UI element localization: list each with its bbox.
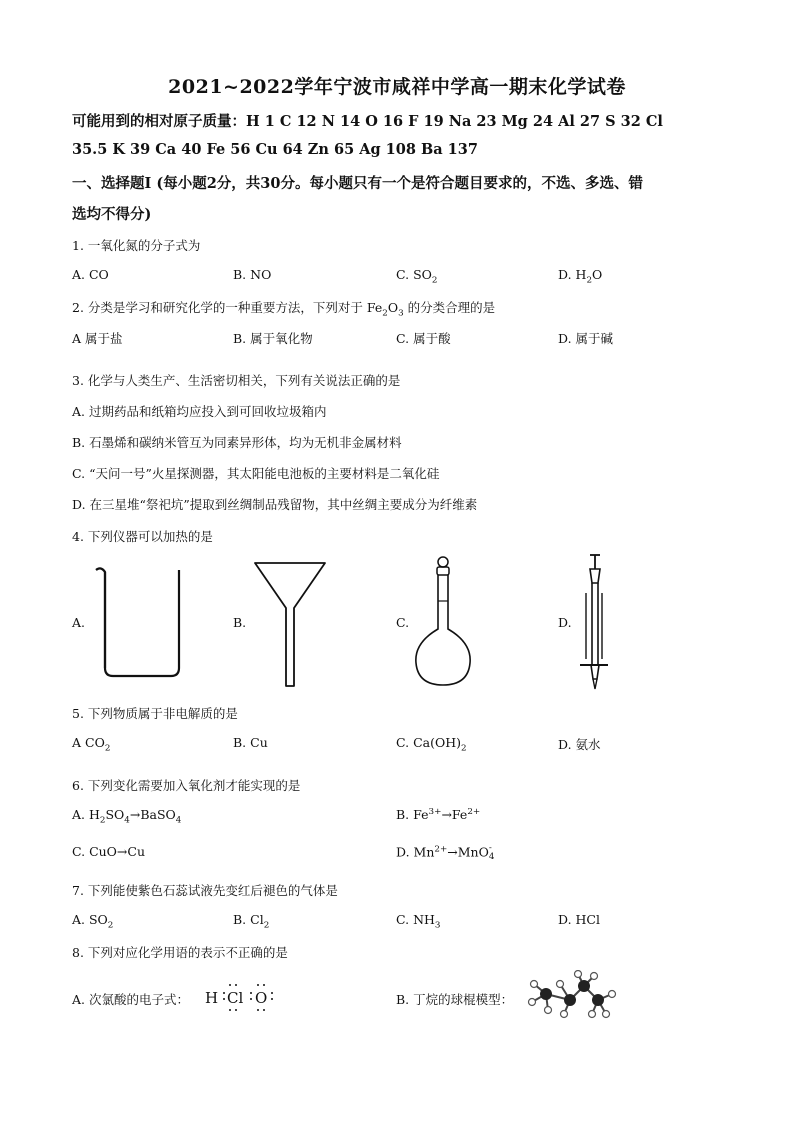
q5-option-c: C. $Ca(OH)_2$ — [396, 735, 467, 754]
q6-option-d: D. $Mn^{2+}\to MnO$ - 4 — [396, 843, 495, 862]
hclo-electron-formula — [203, 982, 277, 1014]
formula-h-symbol: H — [205, 989, 219, 1007]
formula-o-symbol: O — [255, 989, 268, 1007]
q8-option-b: B. 丁烷的球棍模型： — [396, 992, 514, 1007]
q3-option-d: D. 在三星堆“祭祀坑”提取到丝绸制品残留物，其中丝绸主要成分为纤维素 — [72, 497, 478, 512]
q7-option-c: C. $NH_3$ — [396, 912, 441, 931]
q8-option-a: A. 次氯酸的电子式： — [72, 992, 189, 1007]
question-1-stem: 1. 一氧化氮的分子式为 — [72, 238, 201, 253]
atomic-masses-line-1: 可能用到的相对原子质量：H 1 C 12 N 14 O 16 F 19 Na 23 Mg 24 Al 27 S 32 Cl — [72, 113, 663, 130]
question-7-stem: 7. 下列能使紫色石蕊试液先变红后褪色的气体是 — [72, 883, 338, 898]
q2-option-d: D. 属于碱 — [558, 331, 614, 346]
q7-option-a: A. $SO_2$ — [72, 912, 114, 931]
q1-option-b: B. NO — [233, 267, 272, 282]
question-4-stem: 4. 下列仪器可以加热的是 — [72, 529, 213, 544]
q6-option-b: B. $Fe^{3+}\to Fe^{2+}$ — [396, 807, 481, 823]
q7-option-d: D. HCl — [558, 912, 600, 927]
section-header-line-2: 选均不得分) — [72, 206, 152, 223]
question-6-stem: 6. 下列变化需要加入氧化剂才能实现的是 — [72, 778, 301, 793]
q2-option-c: C. 属于酸 — [396, 331, 451, 346]
question-8-stem: 8. 下列对应化学用语的表示不正确的是 — [72, 945, 288, 960]
q3-option-b: B. 石墨烯和碳纳米管互为同素异形体，均为无机非金属材料 — [72, 435, 402, 450]
q3-option-a: A. 过期药品和纸箱均应投入到可回收垃圾箱内 — [72, 404, 327, 419]
q2-option-a: A 属于盐 — [72, 331, 123, 346]
q4-option-d: D. — [558, 615, 572, 630]
question-2-stem: 2. 分类是学习和研究化学的一种重要方法，下列对于 $Fe_2O_3$ 的分类合理的是 — [72, 300, 496, 319]
burette-figure — [572, 553, 616, 693]
q5-option-d: D. 氨水 — [558, 737, 601, 752]
question-3-stem: 3. 化学与人类生产、生活密切相关，下列有关说法正确的是 — [72, 373, 401, 388]
q1-option-d: D. $H_2O$ — [558, 267, 603, 286]
q4-option-a: A. — [72, 615, 86, 630]
section-header-line-1: 一、选择题Ⅰ (每小题2分，共30分。每小题只有一个是符合题目要求的，不选、多选、错 — [72, 175, 643, 192]
beaker-figure — [92, 562, 188, 682]
q4-option-b: B. — [233, 615, 247, 630]
q1-option-a: A. CO — [72, 267, 109, 282]
q4-option-c: C. — [396, 615, 410, 630]
q6-option-c: C. CuO→Cu — [72, 844, 146, 859]
funnel-figure — [252, 560, 328, 688]
q6-option-a: A. $H_2SO_4\to BaSO_4$ — [72, 807, 182, 826]
q3-option-c: C. “天问一号”火星探测器，其太阳能电池板的主要材料是二氧化硅 — [72, 466, 440, 481]
q5-option-b: B. Cu — [233, 735, 268, 750]
q7-option-b: B. $Cl_2$ — [233, 912, 270, 931]
page-title: 2021~2022学年宁波市咸祥中学高一期末化学试卷 — [168, 76, 626, 98]
q2-option-b: B. 属于氧化物 — [233, 331, 313, 346]
formula-cl-symbol: Cl — [227, 989, 244, 1007]
q1-option-c: C. $SO_2$ — [396, 267, 438, 286]
q5-option-a: A $CO_2$ — [72, 735, 111, 754]
question-5-stem: 5. 下列物质属于非电解质的是 — [72, 706, 238, 721]
volumetric-flask-figure — [410, 555, 476, 689]
butane-ball-and-stick-model — [526, 970, 618, 1022]
atomic-masses-line-2: 35.5 K 39 Ca 40 Fe 56 Cu 64 Zn 65 Ag 108 Ba 137 — [72, 141, 478, 158]
